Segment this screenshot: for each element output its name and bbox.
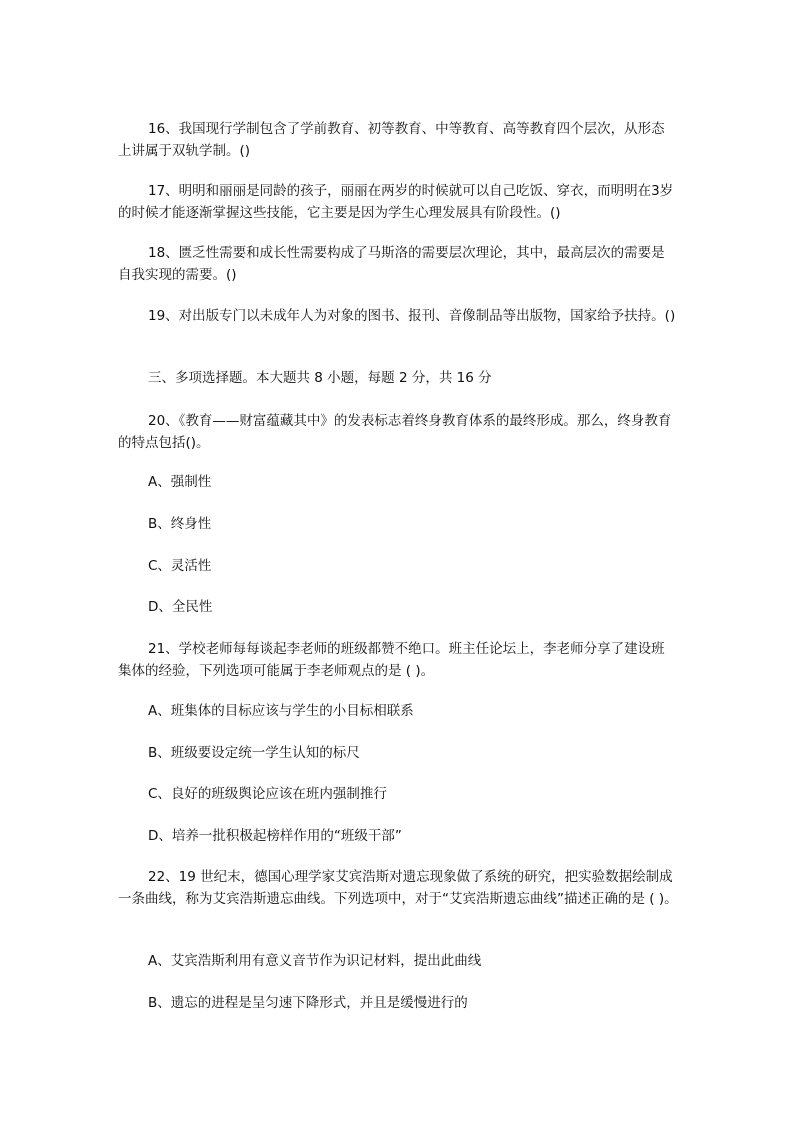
q20-option-d: D、全民性 xyxy=(148,599,213,615)
question-20: 20、《教育——财富蕴藏其中》的发表标志着终身教育体系的最终形成。那么，终身教育的特点包括()。 xyxy=(118,413,672,451)
q20-option-a: A、强制性 xyxy=(148,474,212,490)
q20-option-c: C、灵活性 xyxy=(148,558,212,574)
q21-option-a: A、班集体的目标应该与学生的小目标相联系 xyxy=(148,703,414,719)
question-16: 16、我国现行学制包含了学前教育、初等教育、中等教育、高等教育四个层次，从形态上讲属于双轨学制。() xyxy=(118,121,665,159)
q21-option-b: B、班级要设定统一学生认知的标尺 xyxy=(148,745,360,761)
question-19: 19、对出版专门以未成年人为对象的图书、报刊、音像制品等出版物，国家给予扶持。() xyxy=(148,308,676,324)
q21-option-c: C、良好的班级舆论应该在班内强制推行 xyxy=(148,786,387,802)
section-heading-multiple-choice: 三、多项选择题。本大题共 8 小题，每题 2 分，共 16 分 xyxy=(148,370,492,386)
q21-option-d: D、培养一批积极起榜样作用的“班级干部” xyxy=(148,828,402,844)
q22-option-a: A、艾宾浩斯利用有意义音节作为识记材料，提出此曲线 xyxy=(148,953,482,969)
q22-option-b: B、遗忘的进程是呈匀速下降形式，并且是缓慢进行的 xyxy=(148,995,468,1011)
question-21: 21、学校老师每每谈起李老师的班级都赞不绝口。班主任论坛上，李老师分享了建设班集体的经验，下列选项可能属于李老师观点的是 ( )。 xyxy=(118,641,665,679)
question-22: 22、19 世纪末，德国心理学家艾宾浩斯对遗忘现象做了系统的研究，把实验数据绘制成一条曲线，称为艾宾浩斯遗忘曲线。下列选项中，对于“艾宾浩斯遗忘曲线”描述正确的是 ( )。 xyxy=(118,869,678,907)
question-18: 18、匮乏性需要和成长性需要构成了马斯洛的需要层次理论，其中，最高层次的需要是自我实现的需要。() xyxy=(118,245,665,283)
question-17: 17、明明和丽丽是同龄的孩子，丽丽在两岁的时候就可以自己吃饭、穿衣，而明明在3岁的时候才能逐渐掌握这些技能，它主要是因为学生心理发展具有阶段性。() xyxy=(118,183,674,221)
q20-option-b: B、终身性 xyxy=(148,516,212,532)
